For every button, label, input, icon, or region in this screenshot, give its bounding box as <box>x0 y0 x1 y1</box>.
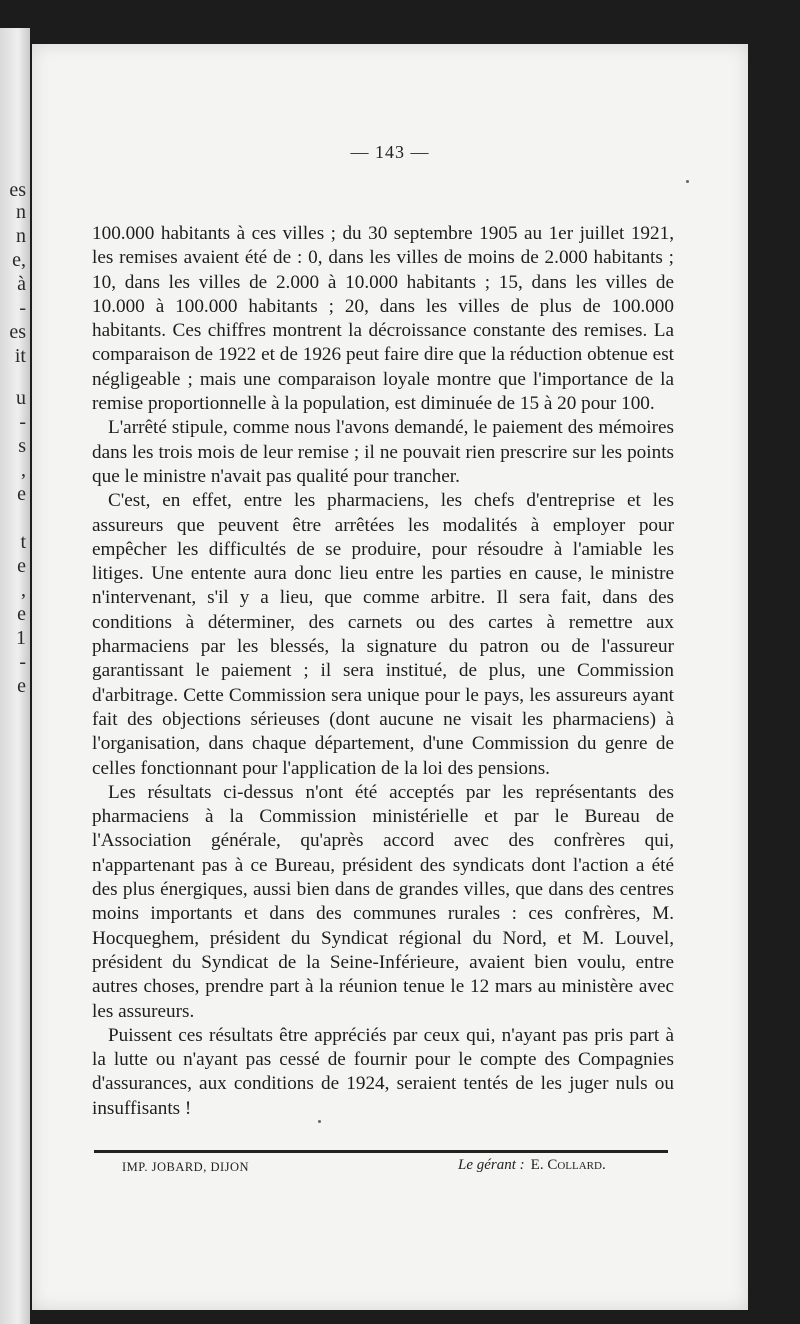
margin-fragment: , <box>21 459 26 481</box>
manager-name: E. Collard. <box>530 1157 606 1173</box>
margin-fragment: - <box>19 297 26 319</box>
margin-fragment: e <box>17 555 26 577</box>
margin-fragment: à <box>17 273 26 295</box>
paragraph-1: 100.000 habitants à ces villes ; du 30 septembre 1905 au 1er juillet 1921, les remises avaient été de : 0, dans les villes de moins de 2.000 habitants ; 10, dans les villes de 2.000 à 10.000 habitants ; 15, dans les villes de 10.000 à 100.000 habitants ; 20, dans les villes de plus de 100.000 habitants. Ces chiffres montrent la décroissance constante des remises. La comparaison de 1922 et de 1926 peut faire dire que la réduction obtenue est négligeable ; mais une comparaison loyale montre que l'importance de la remise proportionnelle à la population, est diminuée de 15 à 20 pour 100. <box>92 223 674 415</box>
margin-fragment: s <box>18 435 26 457</box>
print-speck <box>686 180 689 183</box>
margin-fragment: it <box>14 345 26 367</box>
book-page <box>32 44 748 1310</box>
margin-fragment: es <box>9 321 26 343</box>
margin-fragment: e <box>17 603 26 625</box>
manager-label: Le gérant : <box>458 1157 525 1173</box>
page-number: — 143 — <box>350 142 430 162</box>
manager-signature <box>458 1157 606 1174</box>
paragraph-5: Puissent ces résultats être appréciés par ceux qui, n'ayant pas pris part à la lutte ou n'ayant pas cessé de fournir pour le compte des Compagnies d'assurances, aux conditions de 1924, seraient tentés de les juger nuls ou insuffisants ! <box>92 1024 674 1119</box>
margin-fragment: n <box>16 201 26 223</box>
margin-fragment: 1 <box>16 627 26 649</box>
margin-fragment: e <box>17 675 26 697</box>
paragraph-4: Les résultats ci-dessus n'ont été acceptés par les représentants des pharmaciens à la Commission ministérielle et par le Bureau de l'Association générale, qu'après accord avec des confrères qui, n'appartenant pas à ce Bureau, président des syndicats dont l'action a été des plus énergiques, aussi bien dans de grandes villes, que dans des centres moins importants et dans des communes rurales : ces confrères, M. Hocqueghem, président du Syndicat régional du Nord, et M. Louvel, président du Syndicat de la Seine-Inférieure, avaient bien voulu, entre autres choses, prendre part à la réunion tenue le 12 mars au ministère avec les assureurs. <box>92 781 674 1022</box>
margin-fragment: e, <box>12 249 26 271</box>
print-speck <box>318 1120 321 1123</box>
facing-page-edge <box>0 28 30 1324</box>
body-text <box>92 222 674 1121</box>
margin-fragment: , <box>21 579 26 601</box>
paragraph-2: L'arrêté stipule, comme nous l'avons demandé, le paiement des mémoires dans les trois mois de leur remise ; il ne pouvait rien prescrire sur les points que le ministre n'avait pas qualité pour trancher. <box>92 417 674 487</box>
margin-fragment: - <box>19 651 26 673</box>
margin-fragment: e <box>17 483 26 505</box>
paragraph-3: C'est, en effet, entre les pharmaciens, les chefs d'entreprise et les assureurs que peuvent être arrêtées les modalités à employer pour empêcher les difficultés de se produire, pour résoudre à l'amiable les litiges. Une entente aura donc lieu entre les parties en cause, le ministre n'intervenant, s'il y a lieu, que comme arbitre. Il sera fait, dans des conditions à déterminer, des carnets ou des cartes à remettre aux pharmaciens par les blessés, la signature du patron ou de l'assureur garantissant le paiement ; il sera institué, de plus, une Commission d'arbitrage. Cette Commission sera unique pour le pays, les assureurs ayant fait des objections sérieuses (dont aucune ne visait les pharmaciens) à l'organisation, dans chaque département, d'une Commission du genre de celles fonctionnant pour l'application de la loi des pensions. <box>92 490 674 779</box>
margin-fragment: es <box>9 179 26 201</box>
margin-fragment: t <box>20 531 26 553</box>
margin-fragment: n <box>16 225 26 247</box>
margin-fragment: u <box>16 387 26 409</box>
footer-rule <box>94 1150 668 1153</box>
printer-imprint: IMP. JOBARD, DIJON <box>122 1160 250 1174</box>
margin-fragment: - <box>19 411 26 433</box>
